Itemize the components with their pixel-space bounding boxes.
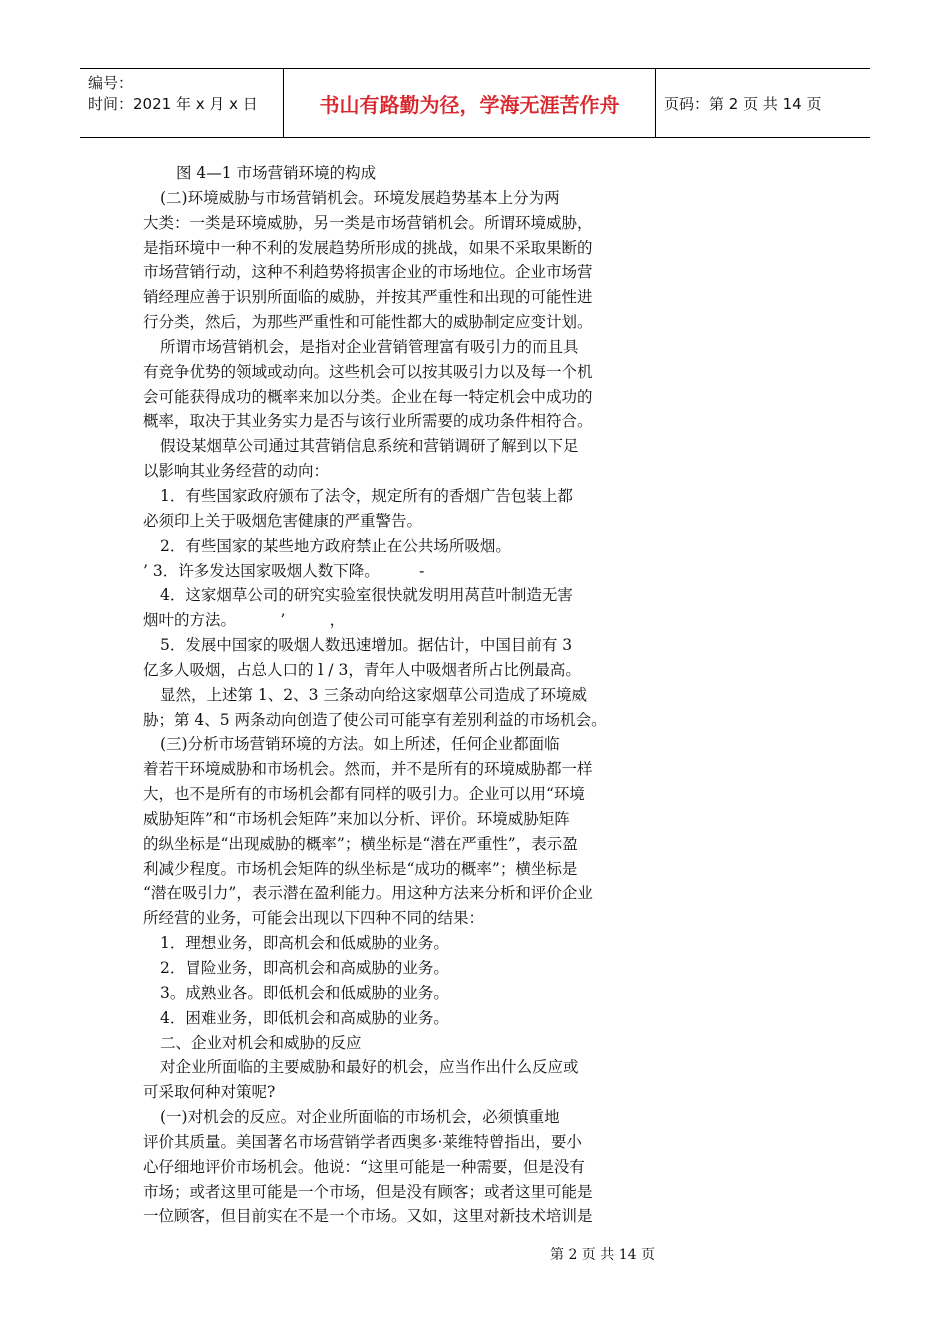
text-line: 图 4—1 市场营销环境的构成 xyxy=(176,164,377,182)
text-line: 假设某烟草公司通过其营销信息系统和营销调研了解到以下足 xyxy=(160,437,579,456)
text-line: 市场；或者这里可能是一个市场，但是没有顾客；或者这里可能是 xyxy=(143,1182,593,1201)
document-number-label: 编号： xyxy=(88,74,134,92)
text-line: 可采取何种对策呢? xyxy=(143,1083,276,1102)
text-line: 二、企业对机会和威胁的反应 xyxy=(160,1033,362,1052)
text-line: 必须印上关于吸烟危害健康的严重警告。 xyxy=(143,511,423,530)
text-line: 显然，上述第 1、2、3 三条动向给这家烟草公司造成了环境威 xyxy=(160,685,587,704)
text-line: 2．有些国家的某些地方政府禁止在公共场所吸烟。 xyxy=(160,536,511,555)
document-date: 时间：2021 年 x 月 x 日 xyxy=(88,95,258,113)
text-line: 5．发展中国家的吸烟人数迅速增加。据估计，中国目前有 3 xyxy=(160,636,573,655)
text-line: 4．这家烟草公司的研究实验室很快就发明用莴苣叶制造无害 xyxy=(160,586,573,605)
text-line: 的纵坐标是“出现威胁的概率”；横坐标是“潜在严重性”，表示盈 xyxy=(143,834,578,853)
text-line: 威胁矩阵”和“市场机会矩阵”来加以分析、评价。环境威胁矩阵 xyxy=(143,809,570,828)
text-line: (二)环境威胁与市场营销机会。环境发展趋势基本上分为两 xyxy=(160,188,560,207)
text-line: 1．有些国家政府颁布了法令，规定所有的香烟广告包装上都 xyxy=(160,486,573,505)
text-line: 会可能获得成功的概率来加以分类。企业在每一特定机会中成功的 xyxy=(143,387,593,406)
text-line: 所经营的业务，可能会出现以下四种不同的结果： xyxy=(143,909,485,928)
header-page-info: 页码：第 2 页 共 14 页 xyxy=(664,94,822,113)
text-line: 利减少程度。市场机会矩阵的纵坐标是“成功的概率”；横坐标是 xyxy=(143,859,578,878)
text-line: 行分类，然后，为那些严重性和可能性都大的威胁制定应变计划。 xyxy=(143,313,593,332)
text-line: 一位顾客，但目前实在不是一个市场。又如，这里对新技术培训是 xyxy=(143,1207,593,1226)
text-line: 概率，取决于其业务实力是否与该行业所需要的成功条件相符合。 xyxy=(143,412,593,431)
text-line: 心仔细地评价市场机会。他说：“这里可能是一种需要，但是没有 xyxy=(143,1157,585,1176)
text-line: 2．冒险业务，即高机会和高威胁的业务。 xyxy=(160,959,449,977)
text-line: 有竞争优势的领域或动向。这些机会可以按其吸引力以及每一个机 xyxy=(143,362,593,381)
page-footer: 第 2 页 共 14 页 xyxy=(550,1247,655,1263)
text-line: 大类：一类是环境威胁，另一类是市场营销机会。所谓环境威胁， xyxy=(143,213,593,232)
header-meta xyxy=(80,69,283,137)
text-line: 市场营销行动，这种不利趋势将损害企业的市场地位。企业市场营 xyxy=(143,263,593,282)
text-line: 亿多人吸烟，占总人口的 l / 3，青年人中吸烟者所占比例最高。 xyxy=(143,660,581,679)
text-line: 对企业所面临的主要威胁和最好的机会，应当作出什么反应或 xyxy=(160,1058,579,1077)
text-line: (一)对机会的反应。对企业所面临的市场机会，必须慎重地 xyxy=(160,1108,560,1127)
text-line: 胁；第 4、5 两条动向创造了使公司可能享有差别利益的市场机会。 xyxy=(143,710,607,729)
text-line: 评价其质量。美国著名市场营销学者西奥多·莱维特曾指出，要小 xyxy=(143,1132,582,1151)
document-body xyxy=(143,161,643,1229)
text-line: 是指环境中一种不利的发展趋势所形成的挑战，如果不采取果断的 xyxy=(143,238,593,257)
header-slogan: 书山有路勤为径，学海无涯苦作舟 xyxy=(283,69,656,137)
text-line: 大，也不是所有的市场机会都有同样的吸引力。企业可以用“环境 xyxy=(143,785,585,804)
text-line: ’ 3．许多发达国家吸烟人数下降。 - xyxy=(143,561,425,580)
text-line: 4．困难业务，即低机会和高威胁的业务。 xyxy=(160,1008,449,1027)
text-line: 着若干环境威胁和市场机会。然而，并不是所有的环境威胁都一样 xyxy=(143,760,593,779)
text-line: (三)分析市场营销环境的方法。如上所述，任何企业都面临 xyxy=(160,735,560,754)
text-line: 1．理想业务，即高机会和低威胁的业务。 xyxy=(160,934,449,953)
page-header xyxy=(80,68,870,138)
text-line: 销经理应善于识别所面临的威胁，并按其严重性和出现的可能性进 xyxy=(143,288,593,307)
text-line: “潜在吸引力”，表示潜在盈利能力。用这种方法来分析和评价企业 xyxy=(143,884,593,903)
text-line: 烟叶的方法。 ’ ， xyxy=(143,611,346,630)
text-line: 以影响其业务经营的动向： xyxy=(143,462,330,481)
text-line: 3。成熟业各。即低机会和低威胁的业务。 xyxy=(160,983,449,1002)
text-line: 所谓市场营销机会，是指对企业营销管理富有吸引力的而且具 xyxy=(160,337,579,356)
